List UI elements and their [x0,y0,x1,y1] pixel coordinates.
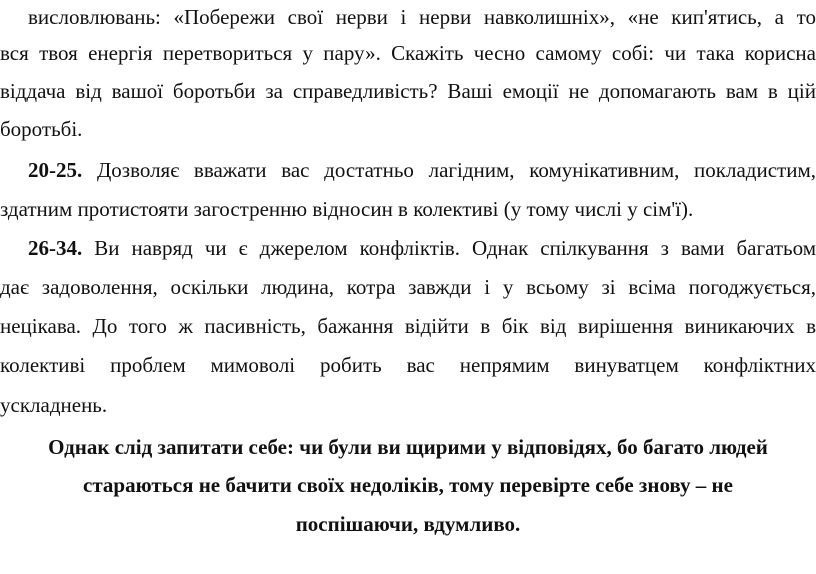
paragraph-26-34-first-line [28,235,816,261]
text-line: нецікава. До того ж пасивність, бажання відійти в бік від вирішення виникаючих в [0,314,816,338]
text-line: здатним протистояти загостренню відносин в колективі (у тому числі у сім'ї). [0,197,694,221]
conclusion-line: стараються не бачити своїх недоліків, тому перевірте себе знову – не [83,473,733,497]
text-line: ускладнень. [0,393,108,417]
text-line: колективі проблем мимоволі робить вас непрямим винуватцем конфліктних [0,353,816,377]
text-segment: Дозволяє вважати вас достатньо лагідним, комунікативним, покладистим, [82,158,816,182]
text-line: боротьбі. [0,117,83,141]
text-line: дає задоволення, оскільки людина, котра завжди і у всьому зі всіма погоджується, [0,275,816,299]
text-line: вся твоя енергія перетвориться у пару». Скажіть чесно самому собі: чи така корисна [0,41,816,65]
text-line: висловлювань: «Побережи свої нерви і нерви навколишніх», «не кип'ятись, а то [28,5,816,29]
conclusion-line: Однак слід запитати себе: чи були ви щирими у відповідях, бо багато людей [48,435,768,459]
paragraph-20-25-first-line [28,157,816,183]
score-range-label: 20-25. [28,158,83,182]
text-segment: Ви навряд чи є джерелом конфліктів. Однак спілкування з вами багатьом [82,236,816,260]
score-range-label: 26-34. [28,236,83,260]
conclusion-line: поспішаючи, вдумливо. [295,512,521,536]
text-line: віддача від вашої боротьби за справедливість? Ваші емоції не допомагають вам в цій [0,79,816,103]
